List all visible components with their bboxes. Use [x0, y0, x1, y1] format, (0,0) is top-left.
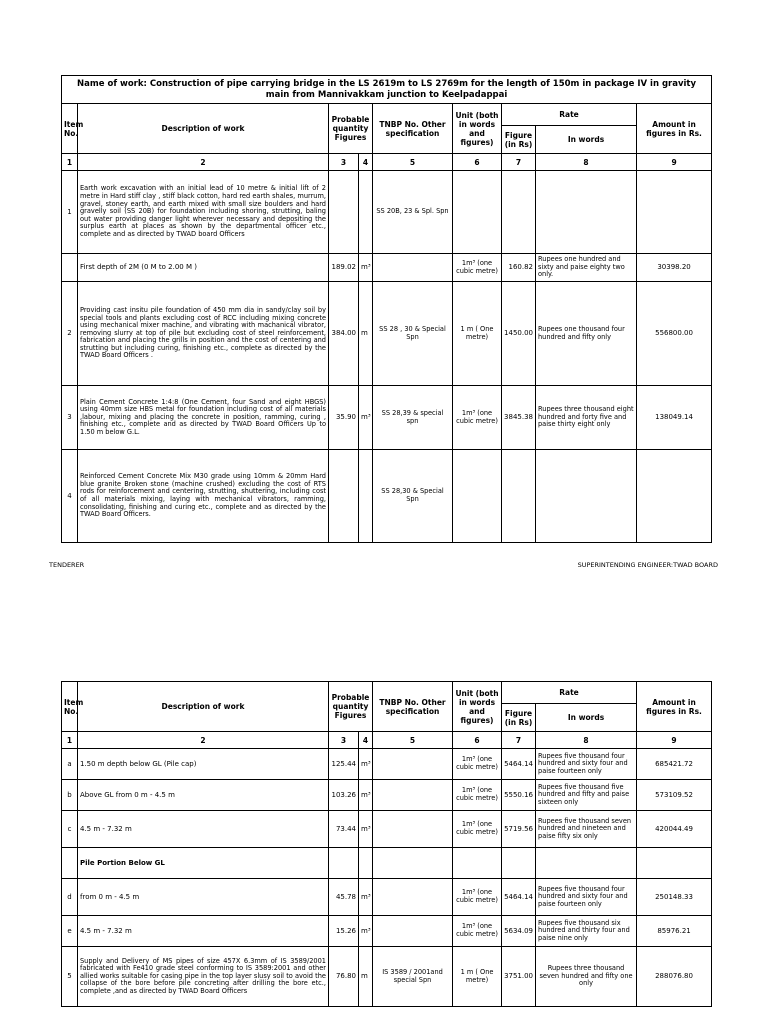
rate-figure: 1450.00: [502, 282, 536, 386]
amount: 685421.72: [637, 749, 712, 780]
quantity-unit: m³: [359, 916, 373, 947]
amount: 138049.14: [637, 386, 712, 450]
header-unit: Unit (both in words and figures): [453, 104, 502, 154]
col-number: 3: [329, 154, 359, 171]
specification: [373, 780, 453, 811]
col-number: 2: [78, 154, 329, 171]
specification: SS 20B, 23 & Spl. Spn: [373, 171, 453, 254]
rate-figure: [502, 171, 536, 254]
item-no: [62, 254, 78, 282]
rate-figure: 160.82: [502, 254, 536, 282]
header-in-words: In words: [536, 704, 637, 732]
col-number: 5: [373, 732, 453, 749]
header-probable-quantity: Probable quantity Figures: [329, 682, 373, 732]
rate-in-words: Rupees three thousand seven hundred and fifty one only: [536, 947, 637, 1007]
table-row: [62, 916, 712, 947]
boq-table-1: [61, 75, 712, 543]
col-number: 1: [62, 732, 78, 749]
table-row: [62, 450, 712, 543]
table-row: [62, 171, 712, 254]
item-description: 4.5 m - 7.32 m: [78, 811, 329, 848]
rate-figure: [502, 450, 536, 543]
table-row: [62, 811, 712, 848]
item-description: 1.50 m depth below GL (Pile cap): [78, 749, 329, 780]
quantity: 189.02: [329, 254, 359, 282]
rate-figure: 5719.56: [502, 811, 536, 848]
rate-in-words: Rupees five thousand five hundred and fifty and paise sixteen only: [536, 780, 637, 811]
quantity: 125.44: [329, 749, 359, 780]
header-tnbp: TNBP No. Other specification: [373, 104, 453, 154]
rate-figure: 5634.09: [502, 916, 536, 947]
quantity-unit: [359, 171, 373, 254]
item-no: b: [62, 780, 78, 811]
col-number: 7: [502, 732, 536, 749]
quantity-unit: m³: [359, 811, 373, 848]
col-number: 6: [453, 154, 502, 171]
rate-in-words: Rupees five thousand seven hundred and nineteen and paise fifty six only: [536, 811, 637, 848]
amount: [637, 450, 712, 543]
header-rate: Rate: [502, 682, 637, 704]
item-description: Earth work excavation with an initial lead of 10 metre & initial lift of 2 metre in Hard stiff clay , stiff black cotton, hard red earth shales, murrum, gravel, stoney earth, and earth mixed with small size boulders and hard gravelly soil (SS 20B) for foundation including shoring, strutting, baling out water providing danger light wherever necessary and depositing the surplus earth at places as shown by the departmental officer etc., complete and as directed by TWAD board Officers: [78, 171, 329, 254]
specification: SS 28 , 30 & Special Spn: [373, 282, 453, 386]
col-number: 4: [359, 732, 373, 749]
rate-figure: [502, 848, 536, 879]
quantity-unit: m: [359, 282, 373, 386]
col-number: 7: [502, 154, 536, 171]
amount: 30398.20: [637, 254, 712, 282]
amount: 556800.00: [637, 282, 712, 386]
item-description: Providing cast insitu pile foundation of 450 mm dia in sandy/clay soil by special tools and plants excluding cost of RCC including mixing concrete using mechanical mixer machine, and vibrating with machanical vibrator, removing slurry at top of pile but excluding cost of steel reinforcement, fabrication and placing the grills in position and the cost of centering and strutting but including curing, finishing etc., complete as directed by the TWAD Board Officers .: [78, 282, 329, 386]
rate-figure: 3751.00: [502, 947, 536, 1007]
specification: SS 28,30 & Special Spn: [373, 450, 453, 543]
col-number: 9: [637, 732, 712, 749]
table-row: [62, 879, 712, 916]
rate-in-words: Rupees one thousand four hundred and fifty only: [536, 282, 637, 386]
boq-table-2: [61, 681, 712, 1007]
unit: [453, 171, 502, 254]
col-number: 5: [373, 154, 453, 171]
header-amount: Amount in figures in Rs.: [637, 682, 712, 732]
unit: 1m³ (one cubic metre): [453, 386, 502, 450]
specification: [373, 916, 453, 947]
col-number: 3: [329, 732, 359, 749]
table-row: [62, 848, 712, 879]
unit: 1m³ (one cubic metre): [453, 749, 502, 780]
quantity-unit: [359, 450, 373, 543]
quantity-unit: m³: [359, 749, 373, 780]
item-description: from 0 m - 4.5 m: [78, 879, 329, 916]
unit: 1m³ (one cubic metre): [453, 916, 502, 947]
rate-in-words: Rupees three thousand eight hundred and forty five and paise thirty eight only: [536, 386, 637, 450]
rate-in-words: Rupees one hundred and sixty and paise eighty two only.: [536, 254, 637, 282]
specification: IS 3589 / 2001and special Spn: [373, 947, 453, 1007]
table-row: [62, 386, 712, 450]
item-no: [62, 848, 78, 879]
item-description: Supply and Delivery of MS pipes of size 457X 6.3mm of IS 3589/2001 fabricated with Fe410 grade steel conforming to IS 3589:2001 and other allied works suitable for casing pipe in the top layer slusy soil to avoid the collapse of the bore before pile concreting after drilling the bore etc., complete ,and as directed by TWAD Board Officers: [78, 947, 329, 1007]
item-description: First depth of 2M (0 M to 2.00 M ): [78, 254, 329, 282]
header-figure: Figure (in Rs): [502, 704, 536, 732]
item-description: Reinforced Cement Concrete Mix M30 grade using 10mm & 20mm Hard blue granite Broken stone (machine crushed) excluding the cost of RTS rods for reinforcement and centering, strutting, shuttering, including cost of all materials mixing, laying with mechanical vibrators, ramming, consolidating, finishing and curing etc., complete and as directed by the TWAD Board Officers.: [78, 450, 329, 543]
col-number: 8: [536, 154, 637, 171]
specification: [373, 811, 453, 848]
col-number: 2: [78, 732, 329, 749]
header-description: Description of work: [78, 682, 329, 732]
col-number: 6: [453, 732, 502, 749]
col-number: 4: [359, 154, 373, 171]
rate-in-words: Rupees five thousand six hundred and thirty four and paise nine only: [536, 916, 637, 947]
unit: [453, 848, 502, 879]
tenderer-signature-label: TENDERER: [49, 561, 85, 569]
item-description: Above GL from 0 m - 4.5 m: [78, 780, 329, 811]
header-tnbp: TNBP No. Other specification: [373, 682, 453, 732]
amount: 288076.80: [637, 947, 712, 1007]
quantity: 384.00: [329, 282, 359, 386]
amount: 250148.33: [637, 879, 712, 916]
amount: 420044.49: [637, 811, 712, 848]
col-number: 1: [62, 154, 78, 171]
rate-figure: 3845.38: [502, 386, 536, 450]
item-no: 5: [62, 947, 78, 1007]
col-number: 8: [536, 732, 637, 749]
unit: 1m³ (one cubic metre): [453, 879, 502, 916]
table-row: [62, 780, 712, 811]
specification: [373, 749, 453, 780]
boq-page-1: [61, 75, 712, 543]
quantity: [329, 848, 359, 879]
item-description: 4.5 m - 7.32 m: [78, 916, 329, 947]
item-no: 1: [62, 171, 78, 254]
section-heading: Pile Portion Below GL: [78, 848, 329, 879]
header-rate: Rate: [502, 104, 637, 126]
item-no: 4: [62, 450, 78, 543]
header-amount: Amount in figures in Rs.: [637, 104, 712, 154]
unit: 1 m ( One metre): [453, 947, 502, 1007]
amount: 573109.52: [637, 780, 712, 811]
item-no: 3: [62, 386, 78, 450]
item-description: Plain Cement Concrete 1:4:8 (One Cement, four Sand and eight HBGS) using 40mm size HBS metal for foundation including cost of all materials ,labour, mixing and placing the concrete in position, ramming, curing , finishing etc., complete and as directed by TWAD Board Officers Up to 1.50 m below G.L.: [78, 386, 329, 450]
specification: [373, 879, 453, 916]
quantity: 103.26: [329, 780, 359, 811]
engineer-signature-label: SUPERINTENDING ENGINEER:TWAD BOARD: [577, 561, 718, 569]
quantity: 45.78: [329, 879, 359, 916]
quantity-unit: m³: [359, 386, 373, 450]
col-number: 9: [637, 154, 712, 171]
rate-in-words: Rupees five thousand four hundred and sixty four and paise fourteen only: [536, 749, 637, 780]
unit: 1 m ( One metre): [453, 282, 502, 386]
header-item-no: Item No.: [62, 682, 78, 732]
item-no: 2: [62, 282, 78, 386]
header-item-no: Item No.: [62, 104, 78, 154]
amount: 85976.21: [637, 916, 712, 947]
table-row: [62, 282, 712, 386]
quantity-unit: m: [359, 947, 373, 1007]
unit: 1m³ (one cubic metre): [453, 780, 502, 811]
amount: [637, 848, 712, 879]
quantity-unit: m³: [359, 879, 373, 916]
item-no: e: [62, 916, 78, 947]
item-no: c: [62, 811, 78, 848]
quantity: 73.44: [329, 811, 359, 848]
header-description: Description of work: [78, 104, 329, 154]
quantity-unit: [359, 848, 373, 879]
header-probable-quantity: Probable quantity Figures: [329, 104, 373, 154]
quantity: 35.90: [329, 386, 359, 450]
rate-in-words: [536, 848, 637, 879]
header-unit: Unit (both in words and figures): [453, 682, 502, 732]
boq-page-2: [61, 681, 712, 1007]
rate-in-words: [536, 171, 637, 254]
quantity-unit: m³: [359, 780, 373, 811]
table-row: [62, 254, 712, 282]
quantity-unit: m³: [359, 254, 373, 282]
quantity: 76.80: [329, 947, 359, 1007]
unit: [453, 450, 502, 543]
rate-figure: 5464.14: [502, 749, 536, 780]
item-no: d: [62, 879, 78, 916]
header-in-words: In words: [536, 126, 637, 154]
unit: 1m³ (one cubic metre): [453, 811, 502, 848]
specification: [373, 254, 453, 282]
amount: [637, 171, 712, 254]
table-row: [62, 749, 712, 780]
specification: SS 28,39 & special spn: [373, 386, 453, 450]
specification: [373, 848, 453, 879]
rate-in-words: Rupees five thousand four hundred and sixty four and paise fourteen only: [536, 879, 637, 916]
rate-figure: 5464.14: [502, 879, 536, 916]
rate-figure: 5550.16: [502, 780, 536, 811]
quantity: [329, 171, 359, 254]
quantity: [329, 450, 359, 543]
work-title: Name of work: Construction of pipe carrying bridge in the LS 2619m to LS 2769m for the length of 150m in package IV in gravity main from Mannivakkam junction to Keelpadappai: [62, 76, 712, 104]
quantity: 15.26: [329, 916, 359, 947]
item-no: a: [62, 749, 78, 780]
header-figure: Figure (in Rs): [502, 126, 536, 154]
rate-in-words: [536, 450, 637, 543]
table-row: [62, 947, 712, 1007]
unit: 1m³ (one cubic metre): [453, 254, 502, 282]
